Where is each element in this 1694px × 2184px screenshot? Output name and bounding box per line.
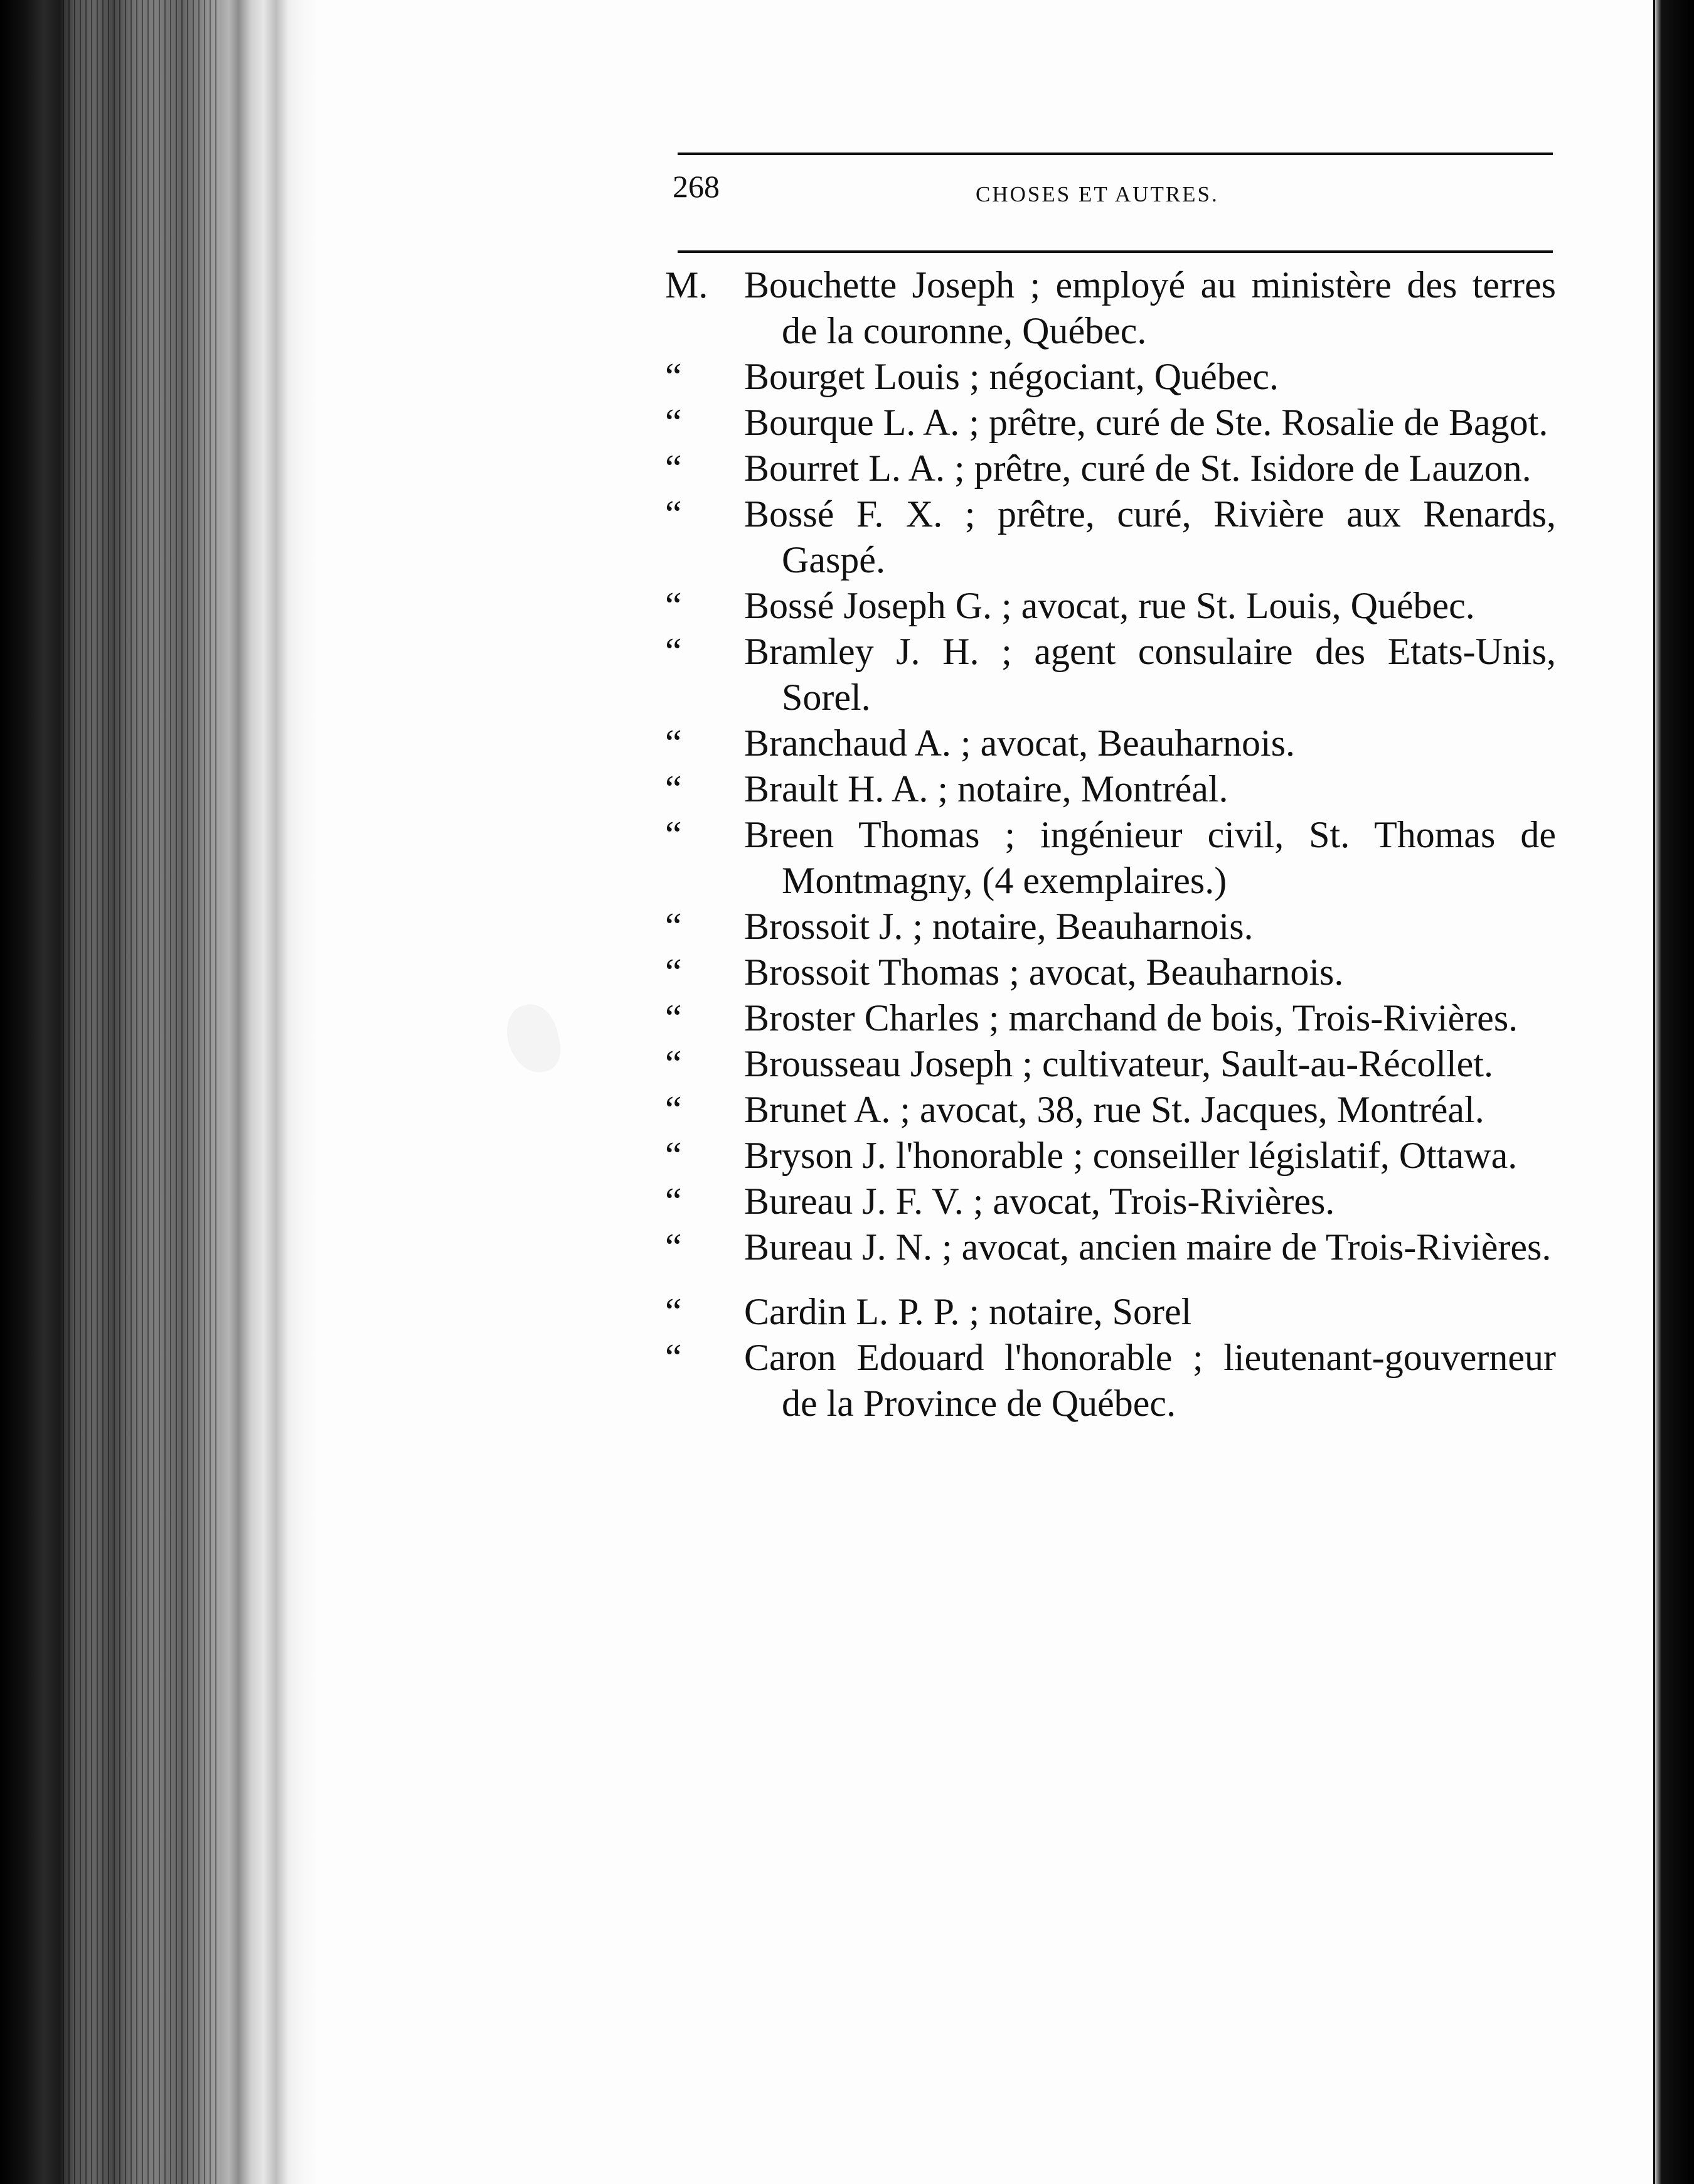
list-item [665,400,1556,446]
entry-text: Brunet A. ; avocat, 38, rue St. Jacques, Montréal. [744,1089,1484,1130]
running-head: CHOSES ET AUTRES. [976,182,1219,206]
entry-text: Bureau J. N. ; avocat, ancien maire de Trois-Rivières. [744,1226,1552,1268]
list-item [665,720,1556,766]
entry-marker: “ [665,1226,682,1268]
list-item [665,995,1556,1041]
page-number: 268 [673,169,720,204]
list-item [665,904,1556,950]
list-item [665,446,1556,491]
entry-text: Broster Charles ; marchand de bois, Trois-Rivières. [744,997,1518,1039]
entry-marker: “ [665,631,682,672]
header-rule-top [678,153,1553,155]
entry-marker: “ [665,447,682,489]
header-rule-bottom [678,250,1553,253]
entry-text: Brossoit Thomas ; avocat, Beauharnois. [744,951,1344,993]
entry-marker: “ [665,1291,682,1332]
entry-text: Caron Edouard l'honorable ; lieutenant-gouverneur de la Province de Québec. [744,1337,1556,1424]
list-item [665,766,1556,812]
entry-text: Bramley J. H. ; agent consulaire des Etats-Unis, Sorel. [744,631,1556,718]
entry-marker: “ [665,722,682,764]
list-item [665,629,1556,720]
entry-text: Brousseau Joseph ; cultivateur, Sault-au-Récollet. [744,1043,1493,1084]
entry-text: Bryson J. l'honorable ; conseiller législatif, Ottawa. [744,1135,1518,1176]
list-item [665,1087,1556,1133]
list-item [665,262,1556,354]
entry-marker: “ [665,768,682,810]
entry-text: Brault H. A. ; notaire, Montréal. [744,768,1228,810]
list-item [665,354,1556,400]
entry-text: Bossé Joseph G. ; avocat, rue St. Louis, Québec. [744,585,1475,626]
list-item [665,812,1556,904]
entry-marker: “ [665,585,682,626]
entry-text: Bourret L. A. ; prêtre, curé de St. Isidore de Lauzon. [744,447,1532,489]
list-item [665,950,1556,995]
entry-text: Bourget Louis ; négociant, Québec. [744,356,1279,397]
entry-marker: “ [665,1043,682,1084]
list-item [665,1224,1556,1270]
subscriber-list [665,262,1556,1427]
entry-marker: “ [665,997,682,1039]
entry-text: Cardin L. P. P. ; notaire, Sorel [744,1291,1192,1332]
entry-marker: “ [665,1337,682,1378]
entry-marker: “ [665,951,682,993]
entry-marker: “ [665,1180,682,1222]
entry-marker: M. [665,264,708,306]
entry-marker: “ [665,906,682,947]
list-item [665,1041,1556,1087]
entry-marker: “ [665,356,682,397]
entry-text: Breen Thomas ; ingénieur civil, St. Thomas de Montmagny, (4 exemplaires.) [744,814,1556,901]
entry-text: Bourque L. A. ; prêtre, curé de Ste. Rosalie de Bagot. [744,402,1548,443]
entry-text: Brossoit J. ; notaire, Beauharnois. [744,906,1254,947]
list-item [665,1133,1556,1179]
list-item [665,1179,1556,1224]
list-item [665,583,1556,629]
scan-border-right [1655,0,1694,2184]
list-item [665,1335,1556,1427]
entry-text: Bossé F. X. ; prêtre, curé, Rivière aux Renards, Gaspé. [744,493,1556,581]
entry-text: Branchaud A. ; avocat, Beauharnois. [744,722,1296,764]
entry-marker: “ [665,402,682,443]
entry-marker: “ [665,1135,682,1176]
entry-marker: “ [665,814,682,855]
entry-text: Bureau J. F. V. ; avocat, Trois-Rivières. [744,1180,1335,1222]
entry-marker: “ [665,493,682,535]
entry-marker: “ [665,1089,682,1130]
page-edge-lines [63,0,220,2184]
list-item [665,1289,1556,1335]
list-item [665,491,1556,583]
entry-text: Bouchette Joseph ; employé au ministère des terres de la couronne, Québec. [744,264,1556,351]
